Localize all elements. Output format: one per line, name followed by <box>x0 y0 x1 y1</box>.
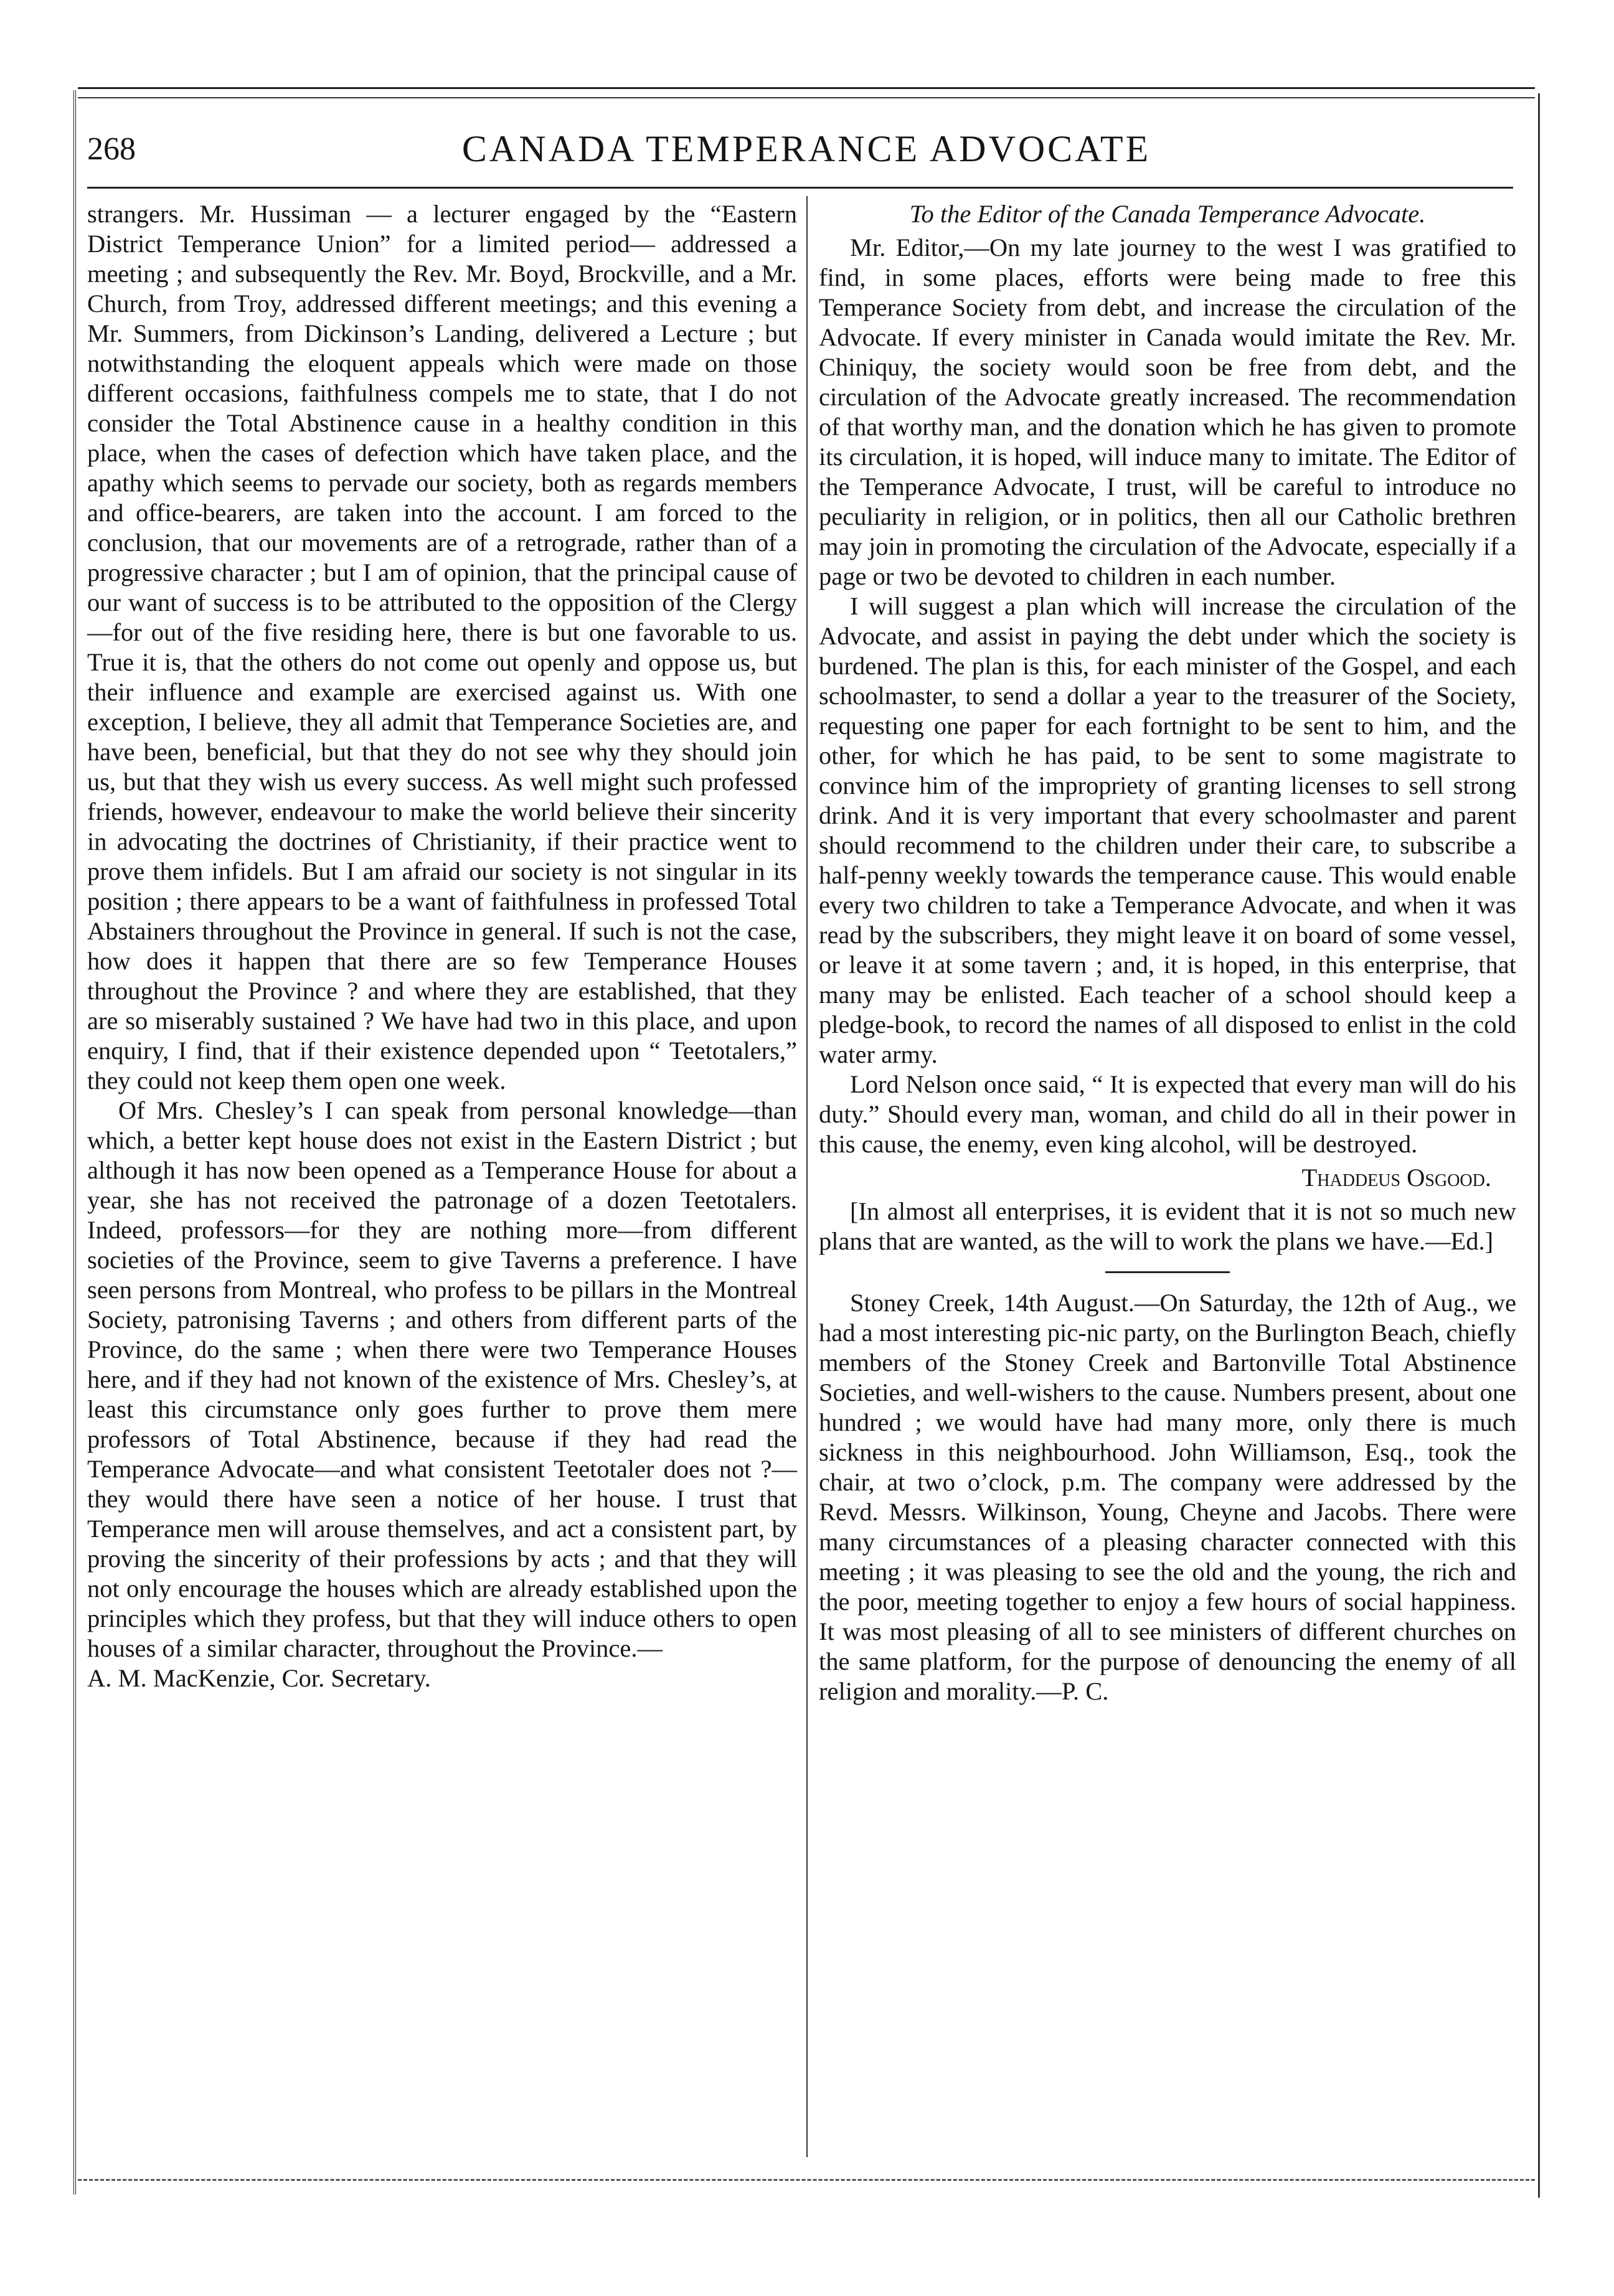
right-paragraph-4: Stoney Creek, 14th August.—On Saturday, the 12th of Aug., we had a most interesting pic-nic party, on the Burlington Beach, chiefly members of the Stoney Creek and Bartonville Total Abstinence Societies, and well-wishers to the cause. Numbers present, about one hundred ; we would have had many more, only there is much sickness in this neighbourhood. John Williamson, Esq., took the chair, at two o’clock, p.m. The company were addressed by the Revd. Messrs. Wilkinson, Young, Cheyne and Jacobs. There were many circumstances of a pleasing character connected with this meeting ; it was pleasing to see the old and the young, the rich and the poor, meeting together to enjoy a few hours of social happiness. It was most pleasing of all to see ministers of different churches on the same platform, for the purpose of denouncing the enemy of all religion and morality.—P. C. <box>819 1289 1516 1705</box>
left-column <box>87 199 797 1693</box>
left-paragraph-1: strangers. Mr. Hussiman — a lecturer engaged by the “Eastern District Temperance Union” for a limited period— addressed a meeting ; and subsequently the Rev. Mr. Boyd, Brockville, and a Mr. Church, from Troy, addressed different meetings; and this evening a Mr. Summers, from Dickinson’s Landing, delivered a Lecture ; but notwithstanding the eloquent appeals which were made on those different occasions, faithfulness compels me to state, that I do not consider the Total Abstinence cause in a healthy condition in this place, when the cases of defection which have taken place, and the apathy which seems to pervade our society, both as regards members and office-bearers, are taken into the account. I am forced to the conclusion, that our movements are of a retrograde, rather than of a progressive character ; but I am of opinion, that the principal cause of our want of success is to be attributed to the opposition of the Clergy—for out of the five residing here, there is but one favorable to us. True it is, that the others do not come out openly and oppose us, but their influence and example are exercised against us. With one exception, I believe, they all admit that Temperance Societies are, and have been, beneficial, but that they do not see why they should join us, but that they wish us every success. As well might such professed friends, however, endeavour to make the world believe their sincerity in advocating the doctrines of Christianity, if their practice went to prove them infidels. But I am afraid our society is not singular in its position ; there appears to be a want of faithfulness in professed Total Abstainers throughout the Province in general. If such is not the case, how does it happen that there are so few Temperance Houses throughout the Province ? and where they are established, that they are so miserably sustained ? We have had two in this place, and upon enquiry, I find, that if their existence depended upon “ Teetotalers,” they could not keep them open one week. <box>87 200 797 1094</box>
right-column <box>819 199 1516 1706</box>
left-paragraph-2: Of Mrs. Chesley’s I can speak from personal knowledge—than which, a better kept house does not exist in the Eastern District ; but although it has now been opened as a Temperance House for about a year, she has not received the patronage of a dozen Teetotalers. Indeed, professors—for they are nothing more—from different societies of the Province, seem to give Taverns a preference. I have seen persons from Montreal, who profess to be pillars in the Montreal Society, patronising Taverns ; and others from different parts of the Province, do the same ; when there were two Temperance Houses here, and if they had not known of the existence of Mrs. Chesley’s, at least this circumstance only goes further to prove them mere professors of Total Abstinence, because if they had read the Temperance Advocate—and what consistent Teetotaler does not ?—they would there have seen a notice of her house. I trust that Temperance men will arouse themselves, and act a consistent part, by proving the sincerity of their professions by acts ; and that they will not only encourage the houses which are already established upon the principles which they profess, but that they will induce others to open houses of a similar character, throughout the Province.— <box>87 1096 797 1662</box>
right-paragraph-1: Mr. Editor,—On my late journey to the west I was gratified to find, in some places, efforts were being made to free this Temperance Society from debt, and increase the circulation of the Advocate. If every minister in Canada would imitate the Rev. Mr. Chiniquy, the society would soon be free from debt, and the circulation of the Advocate greatly increased. The recommendation of that worthy man, and the donation which he has given to promote its circulation, it is hoped, will induce many to imitate. The Editor of the Temperance Advocate, I trust, will be careful to introduce no peculiarity in religion, or in politics, then all our Catholic brethren may join in promoting the circulation of the Advocate, especially if a page or two be devoted to children in each number. <box>819 233 1516 590</box>
right-border-rule <box>1538 93 1540 2198</box>
top-border-rule <box>78 87 1535 89</box>
column-divider <box>806 196 808 2157</box>
section-separator <box>1105 1271 1230 1273</box>
editor-note: [In almost all enterprises, it is evident that it is not so much new plans that are wanted, as the will to work the plans we have.—Ed.] <box>819 1197 1516 1255</box>
left-border-rule <box>73 90 76 2195</box>
bottom-border-rule <box>78 2179 1535 2181</box>
right-paragraph-2: I will suggest a plan which will increase the circulation of the Advocate, and assist in paying the debt under which the society is burdened. The plan is this, for each minister of the Gospel, and each schoolmaster, to send a dollar a year to the treasurer of the Society, requesting one paper for each fortnight to be sent to him, and the other, for which he has paid, to be sent to some magistrate to convince him of the impropriety of granting licenses to sell strong drink. And it is very important that every schoolmaster and parent should recommend to the children under their care, to subscribe a half-penny weekly towards the temperance cause. This would enable every two children to take a Temperance Advocate, and when it was read by the subscribers, they might leave it on board of some vessel, or leave it at some tavern ; and, it is hoped, in this enterprise, that many may be enlisted. Each teacher of a school should keep a pledge-book, to record the names of all disposed to enlist in the cold water army. <box>819 592 1516 1068</box>
right-paragraph-3: Lord Nelson once said, “ It is expected that every man will do his duty.” Should every man, woman, and child do all in their power in this cause, the enemy, even king alcohol, will be destroyed. <box>819 1070 1516 1158</box>
left-signature: A. M. MacKenzie, Cor. Secretary. <box>87 1664 431 1692</box>
page-number: 268 <box>87 131 136 167</box>
top-border-rule-inner <box>78 97 1535 98</box>
header-rule <box>87 187 1513 189</box>
page-header <box>87 125 1526 174</box>
letter-salutation: To the Editor of the Canada Temperance Advocate. <box>909 200 1426 228</box>
right-signature: Thaddeus Osgood. <box>1301 1164 1491 1192</box>
publication-title: CANADA TEMPERANCE ADVOCATE <box>461 128 1151 169</box>
